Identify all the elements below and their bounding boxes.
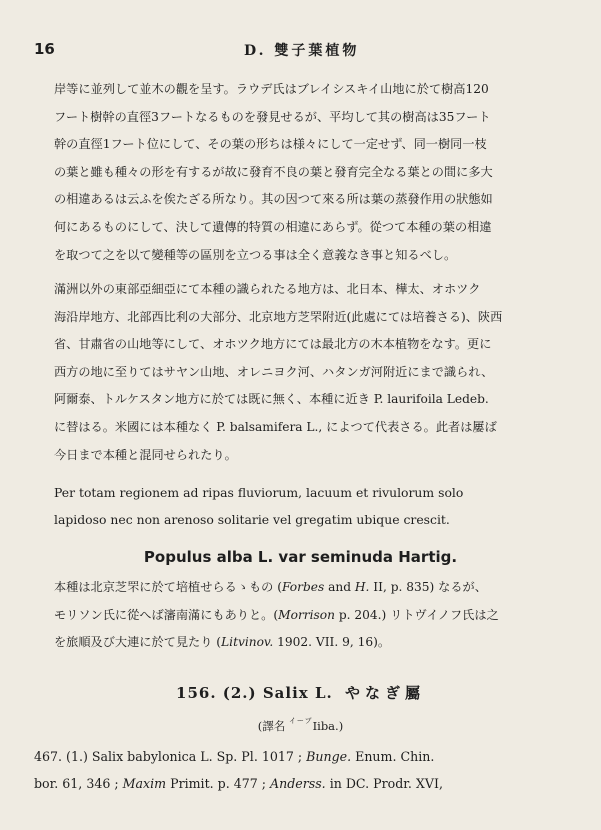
latin-habitat	[54, 479, 542, 533]
text-line: 幹の直徑1フート位にして、その葉の形ちは様々にして一定せず、同一樹同一枝	[54, 137, 487, 152]
paragraph-distribution	[54, 276, 542, 469]
page-header	[34, 40, 574, 68]
text-line: の葉と雖も種々の形を有するが故に發育不良の葉と發育完全なる葉との間に多大	[54, 164, 493, 179]
text-line: 今日まで本種と混同せられたり。	[54, 447, 237, 462]
paragraph-populus-alba	[54, 574, 542, 657]
text-line: 467. (1.) Salix babylonica L. Sp. Pl. 1017 ; Bunge. Enum. Chin.	[34, 749, 435, 764]
text-line: 本種は北京芝罘に於て培植せらるゝもの (Forbes and H. II, p. 835) なるが、	[54, 580, 487, 594]
genus-heading	[0, 682, 601, 703]
paragraph-habit	[54, 76, 542, 269]
text-line: を旅順及び大連に於て見たり (Litvinov. 1902. VII. 9, 16)。	[54, 635, 391, 650]
genus-number-name: 156. (2.) Salix L.	[176, 684, 333, 702]
text-line: 西方の地に至りてはサヤン山地、オレニヨク河、ハタンガ河附近にまで識られ、	[54, 364, 494, 379]
running-title: D. 雙子葉植物	[244, 43, 360, 59]
text-line: 滿洲以外の東部亞細亞にて本種の識られたる地方は、北日本、樺太、オホツク	[54, 282, 481, 296]
text-line: 岸等に並列して並木の觀を呈す。ラウデ氏はブレイシスキイ山地に於て樹高120	[54, 82, 489, 96]
ruby-reading: イーブ	[288, 717, 313, 725]
text-line: Per totam regionem ad ripas fluviorum, lacuum et rivulorum solo	[54, 485, 464, 500]
japanese-name-note: (譯名 $^{イーブ}$Iiba.)	[257, 717, 344, 733]
genus-japanese-name: やなぎ屬	[344, 684, 425, 702]
text-line: の相違あるは云ふを俟たざる所なり。其の因つて來る所は葉の蒸發作用の狀態如	[54, 192, 493, 207]
text-line: 省、甘肅省の山地等にして、オホツク地方にては最北方の木本植物をなす。更に	[54, 337, 492, 352]
text-line: を取つて之を以て變種等の區別を立つる事は全く意義なき事と知るべし。	[54, 247, 457, 262]
text-line: bor. 61, 346 ; Maxim Primit. p. 477 ; Anderss. in DC. Prodr. XVI,	[34, 776, 443, 791]
text-line: lapidoso nec non arenoso solitarie vel gregatim ubique crescit.	[54, 512, 450, 527]
text-line: 海沿岸地方、北部西比利の大部分、北京地方芝罘附近(此處にては培養さる)、陝西	[54, 309, 503, 324]
page-number: 16	[34, 40, 55, 58]
species-heading: Populus alba L. var seminuda Hartig.	[143, 548, 458, 566]
text-line: フート樹幹の直徑3フートなるものを發見せるが、平均して其の樹高は35フート	[54, 109, 491, 124]
text-line: 何にあるものにして、決して遺傳的特質の相違にあらず。從つて本種の葉の相違	[54, 219, 492, 234]
text-line: に替はる。米國には本種なく P. balsamifera L., によつて代表さる。此者は屢ば	[54, 419, 497, 434]
text-line: モリソン氏に從へば瀋南滿にもありと。(Morrison p. 204.) リトヴイノフ氏は之	[54, 607, 499, 622]
text-line: 阿爾泰、トルケスタン地方に於ては既に無く、本種に近き P. laurifoila Ledeb.	[54, 392, 489, 407]
species-entry-467	[34, 743, 564, 797]
